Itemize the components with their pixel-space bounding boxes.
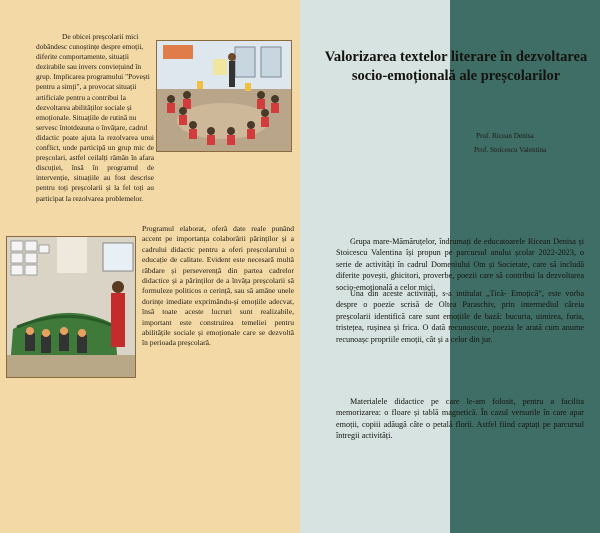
article-paragraph-2: Una din aceste activități, s-a intitulat „Tică- Emoțică”, este vorba despre o poezie scrisă de Oltea Paraschiv, prin intermediul căreia preșcolarii identifică care sunt emoțiile de bază: bucuria, uimirea, furia, tristețea, rușinea și frica. O dată recunoscute, poezia le arată cum anume recunoașc propriile emoții, cât și a celor din jur. [336,289,584,344]
intro-line: emoționale. Situațiile de rutină nu [36,112,137,122]
program-description-text: Programul elaborat, oferă date reale punând accent pe importanța colaborării părinților și a cadrului didactic pentru a oferi preșcolarului o educație de calitate. Evident este necesară multă răbdare și perseverență din partea cadrelor didactice și a părinților de a învăța preșcolarii să formuleze politicos o cerință, sau să amâne unele dorințe imediate exprimându-și emoțiile adecvat, însă toate aceste lucruri sunt realizabile, important este construirea temeliei pentru abilitățile sociale și emoționale care se dezvoltă în perioada preșcolară. [142,224,294,348]
classroom-illustration [157,41,291,151]
classroom-circle-photo [156,40,292,152]
intro-line: pentru a simți", a provocat situații [36,82,137,92]
left-intro-text [36,32,152,133]
intro-line: artificiale pentru a contribui la [36,92,126,102]
article-paragraph-1: Grupa mare-Mămăruțelor, îndrumați de educatoarele Ricean Denisa și Stoicescu Valentina își propun pe parcursul anului școlar 2022-2023, o serie de activități în cadrul Domeniului Om și Societate, care să includă diferite povești, ghicitori, proverbe, poezii care să contribui la dezvoltarea socio-emoțională a celor mici. [336,237,584,292]
intro-line: dobândesc cunoștințe despre emoții, [36,42,144,52]
author-name: Prof. Stoicescu Valentina [474,146,547,154]
children-tent-photo [6,236,136,378]
article-title: Valorizarea textelor literare în dezvoltarea socio-emoțională ale preșcolarilor [324,49,588,84]
intro-line: dezvoltarea abilităților sociale și [36,102,132,112]
intro-line: De obicei preșcolarii mici [62,32,139,41]
tent-illustration [7,237,135,377]
intro-line: dezirabile sau invers conviețuind în [36,62,142,72]
intro-line: diferite comportamente, situații [36,52,129,62]
article-paragraph-3: Materialele didactice pe care le-am folosit, pentru a facilita memorizarea: o floare și tablă magnetică. În cazul versurile în care apar emoții, copiii adăugă câte o petală florii. Astfel fiind captați pe parcursul întregii activități. [336,397,584,441]
author-name: Prof. Ricean Denisa [476,132,534,140]
intro-line: grup. Implicarea programului "Povești [36,72,150,82]
intro-line: servesc întotdeauna o învățare, cadrul [36,122,148,132]
left-continuation-text: didactic poate ajuta la rezolvarea unui conflict, unde participă un grup mic de preșcolari, astfel ceilalți rămân în afara discuției, însă în programul de intervenție, situațiile au fost descrise pentru toți preșcolarii și la fel toți au participat la rezolvarea problemelor. [36,133,154,203]
